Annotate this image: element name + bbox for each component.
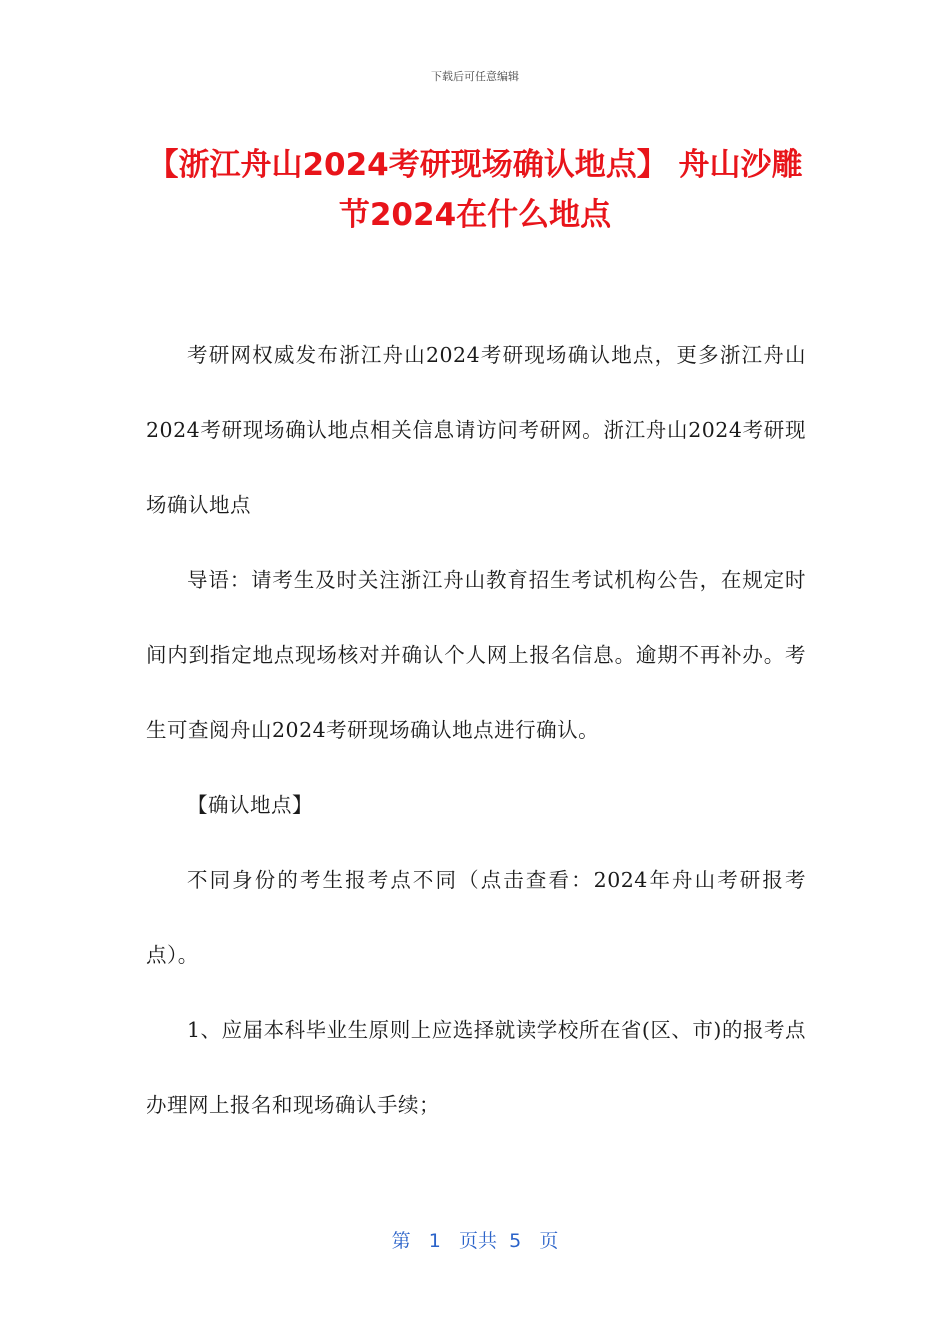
- footer-total-pages: 5: [509, 1230, 522, 1252]
- document-title: 【浙江舟山2024考研现场确认地点】 舟山沙雕节2024在什么地点: [147, 147, 803, 233]
- paragraph-item-1: 1、应届本科毕业生原则上应选择就读学校所在省(区、市)的报考点办理网上报名和现场确认手续；: [146, 1018, 806, 1117]
- paragraph-guide: 导语：请考生及时关注浙江舟山教育招生考试机构公告，在规定时间内到指定地点现场核对并确认个人网上报名信息。逾期不再补办。考生可查阅舟山2024考研现场确认地点进行确认。: [146, 568, 806, 742]
- footer-middle: 页共: [459, 1230, 498, 1252]
- section-heading-location: 【确认地点】: [187, 793, 313, 817]
- footer-suffix: 页: [539, 1230, 559, 1252]
- footer-current-page: 1: [428, 1230, 441, 1252]
- paragraph-identity: 不同身份的考生报考点不同（点击查看：2024年舟山考研报考点）。: [146, 868, 806, 967]
- paragraph-intro: 考研网权威发布浙江舟山2024考研现场确认地点，更多浙江舟山2024考研现场确认地点相关信息请访问考研网。浙江舟山2024考研现场确认地点: [146, 343, 806, 517]
- footer-prefix: 第: [391, 1230, 411, 1252]
- page-footer: [0, 1226, 950, 1253]
- document-body: [146, 318, 806, 1143]
- page-header-note: 下载后可任意编辑: [431, 70, 519, 83]
